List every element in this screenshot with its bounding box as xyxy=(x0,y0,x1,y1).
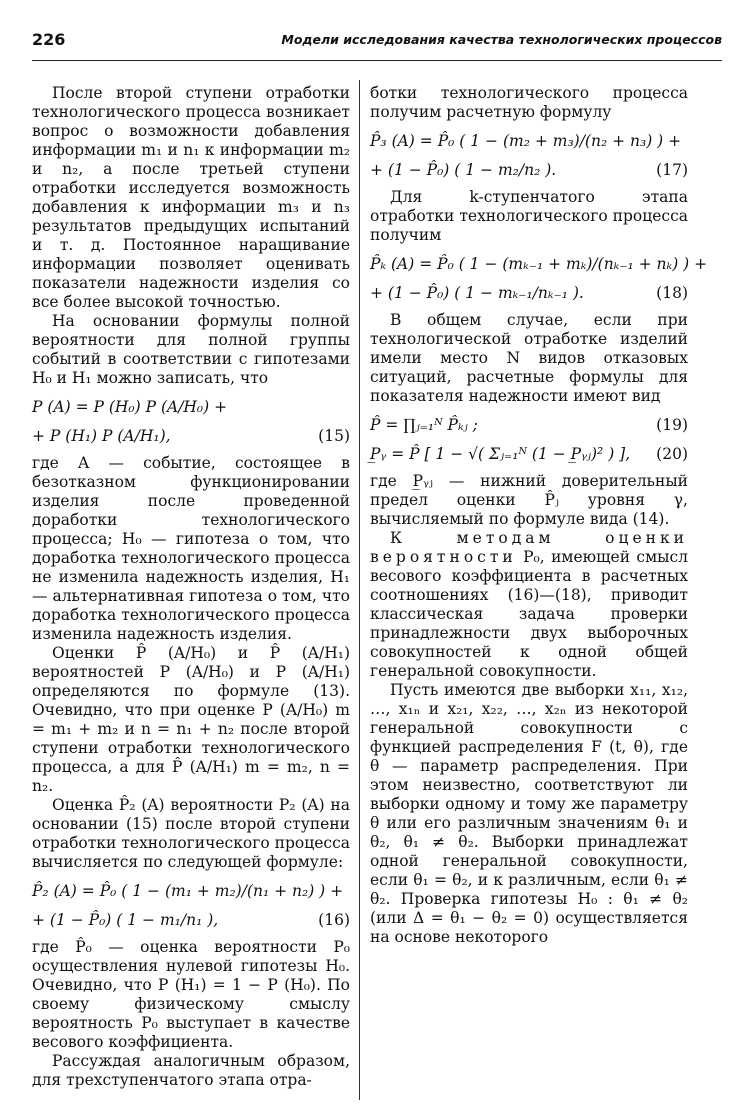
equation-18-line2: + (1 − P̂₀) ( 1 − mₖ₋₁/nₖ₋₁ ). xyxy=(370,284,584,302)
paragraph: Рассуждая аналогичным образом, для трехступенчатого этапа отра- xyxy=(32,1052,350,1089)
equation-16-line2: + (1 − P̂₀) ( 1 − m₁/n₁ ), xyxy=(32,911,219,929)
paragraph: где P̲ᵧⱼ — нижний доверительный предел оценки P̂ⱼ уровня γ, вычисляемый по формуле вида (14). xyxy=(370,472,688,528)
equation-18-line1: P̂ₖ (A) = P̂₀ ( 1 − (mₖ₋₁ + mₖ)/(nₖ₋₁ + nₖ) ) + xyxy=(370,255,708,273)
equation-number: (17) xyxy=(656,161,688,179)
page-number: 226 xyxy=(32,30,66,49)
equation-number: (15) xyxy=(318,427,350,445)
equation-15-line2: + P (H₁) P (A/H₁), xyxy=(32,427,171,445)
paragraph: ботки технологического процесса получим расчетную формулу xyxy=(370,84,688,121)
paragraph: Оценки P̂ (A/H₀) и P̂ (A/H₁) вероятностей P (A/H₀) и P (A/H₁) определяются по формуле (13). Очевидно, что при оценке P (A/H₀) m = m₁ + m₂ и n = n₁ + n₂ после второй ступени отработки технологического процесса, а для P̂ (A/H₁) m = m₂, n = n₂. xyxy=(32,644,350,795)
equation-16 xyxy=(32,911,350,930)
left-column xyxy=(32,84,350,1090)
equation-17-line2: + (1 − P̂₀) ( 1 − m₂/n₂ ). xyxy=(370,161,557,179)
paragraph: где P̂₀ — оценка вероятности P₀ осуществления нулевой гипотезы H₀. Очевидно, что P (H₁) = 1 − P (H₀). По своему физическому смыслу вероятность P₀ выступает в качестве весового коэффициента. xyxy=(32,938,350,1051)
right-column xyxy=(370,84,708,947)
paragraph: Пусть имеются две выборки x₁₁, x₁₂, …, x₁ₙ и x₂₁, x₂₂, …, x₂ₙ из некоторой генеральной совокупности с функцией распределения F (t, θ), где θ — параметр распределения. При этом неизвестно, соответствуют ли выборки одному и тому же параметру θ или его различным значениям θ₁ и θ₂, θ₁ ≠ θ₂. Выборки принадлежат одной генеральной совокупности, если θ₁ = θ₂, и к различным, если θ₁ ≠ θ₂. Проверка гипотезы H₀ : θ₁ ≠ θ₂ (или Δ = θ₁ − θ₂ = 0) осуществляется на основе некоторого xyxy=(370,681,688,946)
page-header xyxy=(32,30,722,54)
equation-17-line1: P̂₃ (A) = P̂₀ ( 1 − (m₂ + m₃)/(n₂ + n₃) ) + xyxy=(370,132,682,150)
paragraph: На основании формулы полной вероятности для полной группы событий в соответствии с гипотезами H₀ и H₁ можно записать, что xyxy=(32,312,350,387)
paragraph: Оценка P̂₂ (A) вероятности P₂ (A) на основании (15) после второй ступени отработки технологического процесса вычисляется по следующей формуле: xyxy=(32,796,350,871)
header-rule xyxy=(32,60,722,61)
paragraph: где A — событие, состоящее в безотказном функционировании изделия после проведенной доработки технологического процесса; H₀ — гипотеза о том, что доработка технологического процесса не изменила надежность изделия, H₁ — альтернативная гипотеза о том, что доработка технологического процесса изменила надежность изделия. xyxy=(32,454,350,643)
column-divider xyxy=(359,80,360,1100)
paragraph: В общем случае, если при технологической отработке изделий имели место N видов отказовых ситуаций, расчетные формулы для показателя надежности имеют вид xyxy=(370,311,688,405)
equation-number: (20) xyxy=(656,445,688,463)
paragraph xyxy=(370,529,688,681)
equation-19 xyxy=(370,416,688,435)
equation-number: (16) xyxy=(318,911,350,929)
equation-18 xyxy=(370,284,688,303)
equation-20-body: P̲ᵧ = P̂ [ 1 − √( Σⱼ₌₁ᴺ (1 − P̲ᵧⱼ)² ) ], xyxy=(370,445,631,463)
paragraph: Для k-ступенчатого этапа отработки технологического процесса получим xyxy=(370,188,688,244)
equation-19-body: P̂ = ∏ⱼ₌₁ᴺ P̂ₖⱼ ; xyxy=(370,416,478,434)
equation-15-line1: P (A) = P (H₀) P (A/H₀) + xyxy=(32,398,228,416)
equation-16-line1: P̂₂ (A) = P̂₀ ( 1 − (m₁ + m₂)/(n₁ + n₂) ) + xyxy=(32,882,344,900)
equation-20 xyxy=(370,445,688,464)
equation-number: (19) xyxy=(656,416,688,434)
equation-17 xyxy=(370,161,688,180)
equation-number: (18) xyxy=(656,284,688,302)
paragraph: После второй ступени отработки технологического процесса возникает вопрос о возможности добавления информации m₁ и n₁ к информации m₂ и n₂, а после третьей ступени отработки исследуется возможность добавления к информации m₃ и n₃ результатов предыдущих испытаний и т. д. Постоянное наращивание информации позволяет оценивать показатели надежности изделия со все более высокой точностью. xyxy=(32,84,350,311)
paragraph-rest: P₀, имеющей смысл весового коэффициента в расчетных соотношениях (16)—(18), приводит классическая задача проверки принадлежности двух выборочных совокупностей к одной общей генеральной совокупности. xyxy=(370,548,688,680)
spaced-lead: К методам оценки вероятности xyxy=(370,529,688,566)
equation-15 xyxy=(32,427,350,446)
running-title: Модели исследования качества технологических процессов xyxy=(281,32,722,47)
